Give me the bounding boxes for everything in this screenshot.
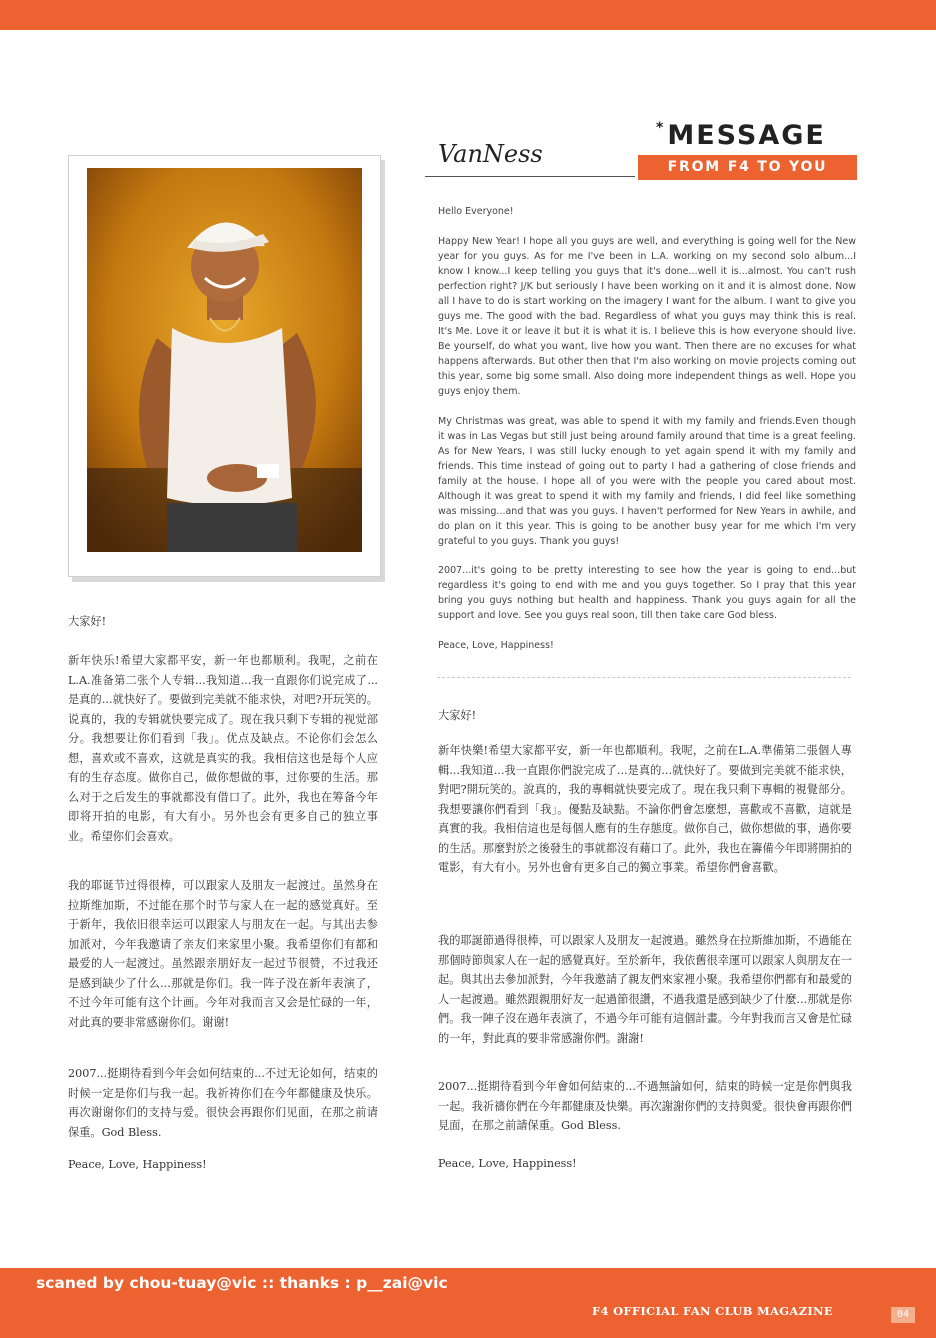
simplified-signoff: Peace, Love, Happiness! xyxy=(68,1158,207,1171)
simplified-paragraph-2: 我的耶诞节过得很棒，可以跟家人及朋友一起渡过。虽然身在拉斯维加斯，不过能在那个时节与家人在一起的感觉真好。至于新年，我依旧很幸运可以跟家人与朋友在一起。与其出去参加派对，今年我邀请了亲友们来家里小聚。我希望你们有都和最爱的人一起渡过。虽然跟亲朋好友一起过节很赞，不过我还是感到缺少了什么...那就是你们。我一阵子没在新年表演了，不过今年可能有这个计画。今年对我而言又会是忙碌的一年，对此真的要非常感谢你们。谢谢! xyxy=(68,879,378,1029)
message-subtitle: FROM F4 TO YOU xyxy=(638,155,857,180)
traditional-paragraph-3: 2007...挺期待看到今年會如何結束的...不過無論如何，結束的時候一定是你們與我一起。我祈禱你們在今年都健康及快樂。再次謝謝你們的支持與愛。很快會再跟你們見面，在那之前請保重。God Bless. xyxy=(438,1080,852,1132)
message-title xyxy=(656,120,826,151)
english-signoff: Peace, Love, Happiness! xyxy=(438,640,554,651)
message-title-text: MESSAGE xyxy=(667,120,826,151)
simplified-greeting: 大家好! xyxy=(68,615,107,628)
signature-underline xyxy=(425,176,635,177)
magazine-name: F4 OFFICIAL FAN CLUB MAGAZINE xyxy=(592,1304,833,1318)
traditional-paragraph-2: 我的耶誕節過得很棒，可以跟家人及朋友一起渡過。雖然身在拉斯維加斯，不過能在那個時節與家人在一起的感覺真好。至於新年，我依舊很幸運可以跟家人與朋友在一起。與其出去參加派對，今年我邀請了親友們來家裡小聚。我希望你們都有和最愛的人一起渡過。雖然跟親朋好友一起過節很讚，不過我還是感到缺少了什麼...那就是你們。我一陣子沒在過年表演了，不過今年可能有這個計畫。今年對我而言又會是忙碌的一年，對此真的要非常感謝你們。謝謝! xyxy=(438,934,852,1045)
traditional-greeting: 大家好! xyxy=(438,709,477,722)
traditional-paragraph-1: 新年快樂!希望大家都平安，新一年也都順利。我呢，之前在L.A.準備第二張個人專輯...我知道...我一直跟你們說完成了...是真的...就快好了。要做到完美就不能求快，對吧?開玩笑的。說真的，我的專輯就快要完成了。現在我只剩下專輯的視覺部分。我想要讓你們看到「我」。優點及缺點。不論你們會怎麼想，喜歡或不喜歡，這就是真實的我。我相信這也是每個人應有的生存態度。做你自己，做你想做的事，過你要的生活。那麼對於之後發生的事就都沒有藉口了。此外，我也在籌備今年即將開拍的電影，有大有小。另外也會有更多自己的獨立事業。希望你們會喜歡。 xyxy=(438,744,852,874)
concert-photo xyxy=(87,168,362,552)
scan-credit: scaned by chou-tuay@vic :: thanks : p__zai@vic xyxy=(36,1274,448,1292)
title-mark: * xyxy=(656,120,666,136)
english-greeting: Hello Everyone! xyxy=(438,206,514,217)
english-paragraph-3: 2007...it's going to be pretty interesting to see how the year is going to end...but regardless it's going to end with me and you guys together. So I pray that this year bring you guys nothing but health and happiness. Thank you guys again for all the support and love. See you guys real soon, till then take care God bless. xyxy=(438,565,856,621)
simplified-paragraph-1: 新年快乐!希望大家都平安，新一年也都顺利。我呢，之前在L.A.准备第二张个人专辑...我知道...我一直跟你们说完成了...是真的...就快好了。要做到完美就不能求快，对吧?开玩笑的。说真的，我的专辑就快要完成了。现在我只剩下专辑的视觉部分。我想要让你们看到「我」。优点及缺点。不论你们会怎么想，喜欢或不喜欢，这就是真实的我。我相信这也是每个人应有的生存态度。做你自己，做你想做的事，过你要的生活。那么对于之后发生的事就都没有借口了。此外，我也在筹备今年即将开拍的电影，有大有小。另外也会有更多自己的独立事业。希望你们会喜欢。 xyxy=(68,654,378,843)
photo-frame xyxy=(68,155,381,577)
page-number: 04 xyxy=(891,1307,915,1323)
signature: VanNess xyxy=(438,140,543,168)
traditional-signoff: Peace, Love, Happiness! xyxy=(438,1157,577,1170)
english-paragraph-2: My Christmas was great, was able to spend it with my family and friends.Even though it was in Las Vegas but still just being around family around that time is a great feeling. As for New Years, I was still lucky enough to yet again spend it with my family and friends. This time instead of going out to party I had a gathering of close friends and family at the house. I hope all of you were with the people you cared about most. Although it was great to spend it with my family and friends, I did feel like something was missing...and that was you guys. I haven't performed for New Years in awhile, and do plan on it this year. This is going to be another busy year for me which I'm very grateful to you guys. Thank you guys! xyxy=(438,416,856,547)
simplified-paragraph-3: 2007...挺期待看到今年会如何结束的...不过无论如何，结束的时候一定是你们与我一起。我祈祷你们在今年都健康及快乐。再次谢谢你们的支持与爱。很快会再跟你们见面，在那之前请保重。God Bless. xyxy=(68,1067,378,1139)
top-accent-bar xyxy=(0,0,936,30)
dashed-divider xyxy=(437,677,851,678)
english-paragraph-1: Happy New Year! I hope all you guys are well, and everything is going well for the New year for you guys. As for me I've been in L.A. working on my second solo album...I know I know...I keep telling you guys that it's done...well it is...almost. You can't rush perfection right? J/K but seriously I have been working on it and it is almost done. Now all I have to do is start working on the imagery I want for the album. I want to give you guys me. The good with the bad. Regardless of what you guys may think this is real. It's Me. Love it or leave it but it is what it is. I believe this is how everyone should live. Be yourself, do what you want, live how you want. Then there are no excuses for what happens afterwards. But other then that I'm also working on movie projects coming out this year, some big some small. Also doing more independent things as well. Hope you guys enjoy them. xyxy=(438,236,856,397)
